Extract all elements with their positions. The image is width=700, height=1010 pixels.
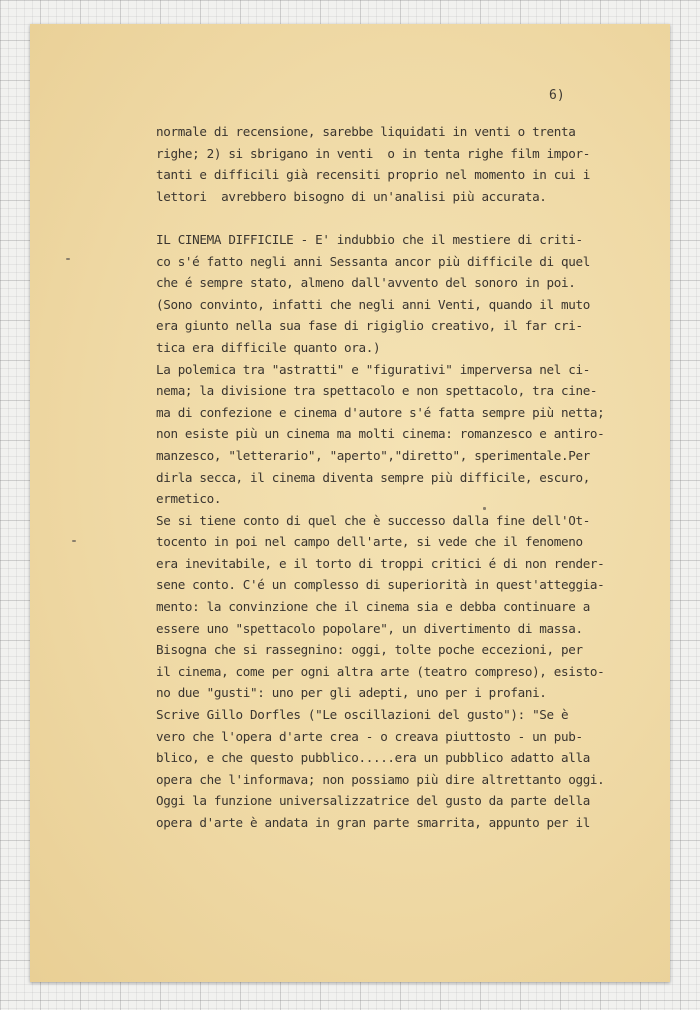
text-line: ma di confezione e cinema d'autore s'é fatta sempre più netta; bbox=[156, 404, 605, 420]
text-line: co s'é fatto negli anni Sessanta ancor più difficile di quel bbox=[156, 253, 590, 269]
text-line: normale di recensione, sarebbe liquidati in venti o trenta bbox=[156, 124, 576, 139]
text-line: mento: la convinzione che il cinema sia e debba continuare a bbox=[156, 599, 590, 615]
section-heading-line: IL CINEMA DIFFICILE - E' indubbio che il mestiere di criti- bbox=[156, 231, 583, 247]
text-line: Bisogna che si rassegnino: oggi, tolte poche eccezioni, per bbox=[156, 642, 583, 658]
text-line: che é sempre stato, almeno dall'avvento del sonoro in poi. bbox=[156, 275, 576, 291]
text-line: non esiste più un cinema ma molti cinema: romanzesco e antiro- bbox=[156, 426, 605, 442]
text-line: blico, e che questo pubblico.....era un pubblico adatto alla bbox=[156, 750, 590, 766]
paragraph-gap bbox=[156, 207, 636, 229]
text-line: era giunto nella sua fase di rigiglio creativo, il far cri- bbox=[156, 318, 583, 334]
text-line: tocento in poi nel campo dell'arte, si vede che il fenomeno bbox=[156, 534, 583, 550]
text-line: Se si tiene conto di quel che è successo dalla fine dell'Ot- bbox=[156, 512, 590, 528]
margin-mark bbox=[66, 258, 70, 260]
text-line: La polemica tra "astratti" e "figurativi" imperversa nel ci- bbox=[156, 361, 590, 377]
text-line: essere uno "spettacolo popolare", un divertimento di massa. bbox=[156, 620, 583, 636]
text-line: Scrive Gillo Dorfles ("Le oscillazioni del gusto"): "Se è bbox=[156, 707, 569, 723]
text-line: manzesco, "letterario", "aperto","diretto", sperimentale.Per bbox=[156, 447, 590, 463]
text-line: lettori avrebbero bisogno di un'analisi più accurata. bbox=[156, 188, 547, 204]
text-line: il cinema, come per ogni altra arte (teatro compreso), esisto- bbox=[156, 663, 605, 679]
text-line: Oggi la funzione universalizzatrice del gusto da parte della bbox=[156, 793, 590, 809]
text-line: vero che l'opera d'arte crea - o creava piuttosto - un pub- bbox=[156, 728, 583, 744]
text-line: righe; 2) si sbrigano in venti o in tenta righe film impor- bbox=[156, 145, 590, 161]
text-line: dirla secca, il cinema diventa sempre più difficile, escuro, bbox=[156, 469, 590, 485]
text-line: tica era difficile quanto ora.) bbox=[156, 339, 381, 355]
text-line: no due "gusti": uno per gli adepti, uno per i profani. bbox=[156, 685, 547, 701]
text-line: tanti e difficili già recensiti proprio nel momento in cui i bbox=[156, 167, 590, 183]
page-number: 6) bbox=[549, 88, 565, 103]
text-line: opera d'arte è andata in gran parte smarrita, appunto per il bbox=[156, 815, 590, 830]
ink-speck bbox=[483, 507, 486, 510]
margin-mark bbox=[72, 540, 76, 542]
text-line: opera che l'informava; non possiamo più dire altrettanto oggi. bbox=[156, 771, 605, 787]
text-line: (Sono convinto, infatti che negli anni Venti, quando il muto bbox=[156, 296, 590, 312]
text-line: nema; la divisione tra spettacolo e non spettacolo, tra cine- bbox=[156, 383, 598, 399]
typewritten-text bbox=[156, 121, 636, 834]
text-line: era inevitabile, e il torto di troppi critici é di non render- bbox=[156, 555, 605, 571]
text-line: ermetico. bbox=[156, 491, 222, 507]
text-line: sene conto. C'é un complesso di superiorità in quest'atteggia- bbox=[156, 577, 605, 593]
